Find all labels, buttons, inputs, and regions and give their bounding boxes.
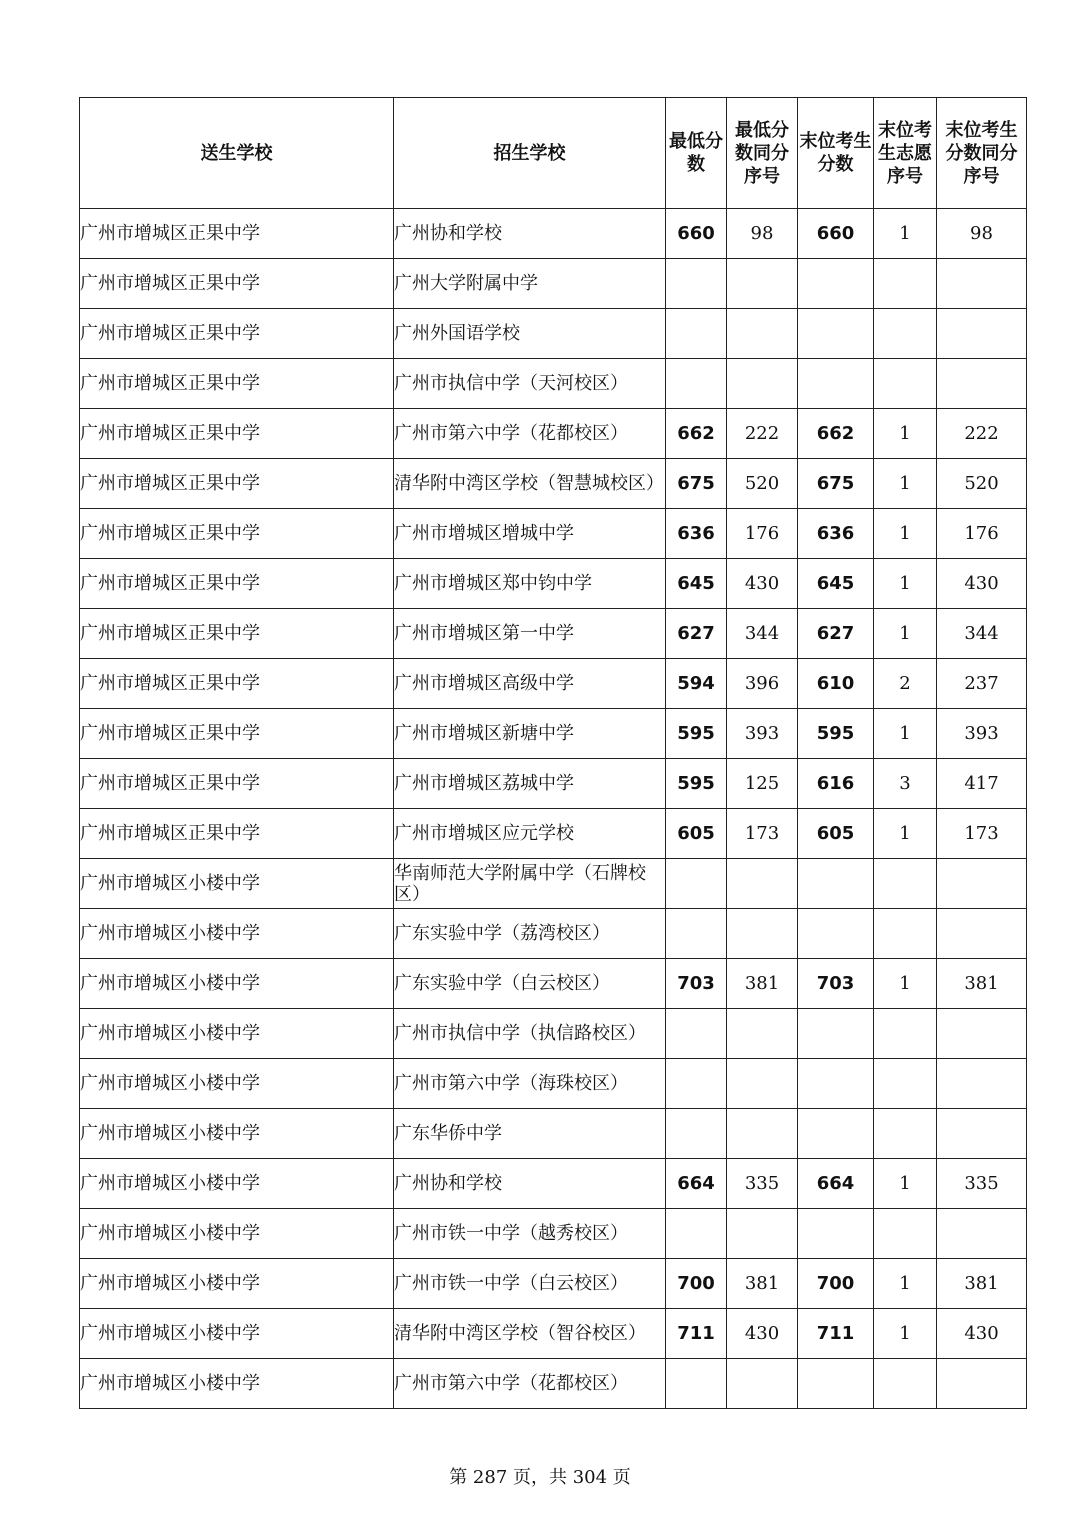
cell-admitting-school: 广州市第六中学（花都校区） [394,1359,666,1409]
cell-last-student-score: 636 [798,509,874,559]
cell-admitting-school: 广州市增城区高级中学 [394,659,666,709]
cell-last-student-choice: 1 [874,509,937,559]
cell-min-score-tie-rank: 344 [727,609,798,659]
cell-min-score-tie-rank: 520 [727,459,798,509]
cell-min-score-tie-rank: 222 [727,409,798,459]
cell-sending-school: 广州市增城区小楼中学 [80,859,394,909]
cell-sending-school: 广州市增城区正果中学 [80,659,394,709]
cell-sending-school: 广州市增城区小楼中学 [80,959,394,1009]
cell-last-student-score: 595 [798,709,874,759]
table-row [80,659,1027,709]
cell-last-student-tie-rank [937,259,1027,309]
table-row [80,459,1027,509]
cell-min-score-tie-rank: 335 [727,1159,798,1209]
admission-score-table [79,97,1027,1409]
cell-last-student-score: 660 [798,209,874,259]
cell-last-student-tie-rank: 430 [937,559,1027,609]
cell-last-student-tie-rank: 381 [937,1259,1027,1309]
cell-admitting-school: 广州外国语学校 [394,309,666,359]
cell-min-score-tie-rank: 393 [727,709,798,759]
cell-last-student-choice [874,259,937,309]
cell-last-student-score: 605 [798,809,874,859]
cell-min-score-tie-rank [727,1109,798,1159]
cell-admitting-school: 华南师范大学附属中学（石牌校区） [394,859,666,909]
cell-min-score: 645 [666,559,727,609]
table-row [80,509,1027,559]
table-row [80,409,1027,459]
cell-min-score-tie-rank: 381 [727,959,798,1009]
cell-min-score-tie-rank: 430 [727,1309,798,1359]
table-row [80,1009,1027,1059]
cell-admitting-school: 广州市执信中学（执信路校区） [394,1009,666,1059]
cell-sending-school: 广州市增城区正果中学 [80,809,394,859]
cell-min-score-tie-rank: 98 [727,209,798,259]
header-admitting-school: 招生学校 [394,98,666,209]
cell-sending-school: 广州市增城区正果中学 [80,459,394,509]
cell-last-student-choice: 2 [874,659,937,709]
cell-last-student-choice: 1 [874,209,937,259]
cell-min-score: 660 [666,209,727,259]
table-row [80,859,1027,909]
cell-admitting-school: 广州市执信中学（天河校区） [394,359,666,409]
table-row [80,609,1027,659]
cell-last-student-tie-rank [937,909,1027,959]
table-row [80,1359,1027,1409]
cell-admitting-school: 广州市增城区增城中学 [394,509,666,559]
cell-min-score: 662 [666,409,727,459]
header-last-student-tie-rank: 末位考生分数同分序号 [937,98,1027,209]
cell-admitting-school: 广州协和学校 [394,209,666,259]
cell-last-student-tie-rank [937,1009,1027,1059]
cell-admitting-school: 广州大学附属中学 [394,259,666,309]
table-row [80,209,1027,259]
cell-admitting-school: 清华附中湾区学校（智谷校区） [394,1309,666,1359]
cell-sending-school: 广州市增城区正果中学 [80,559,394,609]
cell-admitting-school: 广东实验中学（荔湾校区） [394,909,666,959]
cell-min-score-tie-rank: 176 [727,509,798,559]
cell-last-student-score: 711 [798,1309,874,1359]
cell-min-score [666,859,727,909]
table-row [80,1109,1027,1159]
cell-last-student-score [798,1009,874,1059]
cell-last-student-tie-rank [937,859,1027,909]
page-footer: 第 287 页，共 304 页 [449,1467,631,1488]
cell-sending-school: 广州市增城区小楼中学 [80,1109,394,1159]
cell-sending-school: 广州市增城区小楼中学 [80,1259,394,1309]
cell-min-score [666,1359,727,1409]
cell-min-score: 675 [666,459,727,509]
cell-last-student-tie-rank: 98 [937,209,1027,259]
cell-sending-school: 广州市增城区正果中学 [80,259,394,309]
cell-sending-school: 广州市增城区正果中学 [80,509,394,559]
cell-sending-school: 广州市增城区小楼中学 [80,1209,394,1259]
cell-last-student-tie-rank [937,1359,1027,1409]
cell-min-score-tie-rank [727,309,798,359]
cell-sending-school: 广州市增城区正果中学 [80,609,394,659]
cell-last-student-tie-rank: 381 [937,959,1027,1009]
cell-last-student-score: 700 [798,1259,874,1309]
cell-last-student-choice: 1 [874,459,937,509]
cell-min-score [666,259,727,309]
cell-last-student-tie-rank: 237 [937,659,1027,709]
cell-last-student-score: 703 [798,959,874,1009]
cell-min-score: 605 [666,809,727,859]
cell-sending-school: 广州市增城区正果中学 [80,409,394,459]
cell-last-student-score: 664 [798,1159,874,1209]
header-min-score-tie-rank: 最低分数同分序号 [727,98,798,209]
cell-last-student-score: 675 [798,459,874,509]
cell-last-student-choice: 1 [874,1309,937,1359]
cell-min-score-tie-rank: 396 [727,659,798,709]
cell-min-score-tie-rank [727,909,798,959]
header-min-score: 最低分数 [666,98,727,209]
cell-admitting-school: 广东华侨中学 [394,1109,666,1159]
cell-min-score: 703 [666,959,727,1009]
cell-admitting-school: 清华附中湾区学校（智慧城校区） [394,459,666,509]
cell-last-student-choice: 1 [874,809,937,859]
cell-last-student-choice: 1 [874,1259,937,1309]
cell-last-student-choice [874,1009,937,1059]
cell-min-score-tie-rank: 173 [727,809,798,859]
cell-last-student-tie-rank: 520 [937,459,1027,509]
cell-min-score-tie-rank [727,359,798,409]
cell-last-student-tie-rank: 222 [937,409,1027,459]
cell-min-score: 664 [666,1159,727,1209]
cell-sending-school: 广州市增城区小楼中学 [80,1309,394,1359]
cell-min-score [666,1209,727,1259]
cell-last-student-score: 645 [798,559,874,609]
cell-last-student-choice [874,1209,937,1259]
cell-last-student-score [798,1359,874,1409]
cell-last-student-choice: 1 [874,609,937,659]
cell-min-score [666,309,727,359]
cell-last-student-tie-rank [937,309,1027,359]
cell-min-score-tie-rank [727,259,798,309]
cell-min-score [666,909,727,959]
cell-last-student-score [798,1059,874,1109]
cell-sending-school: 广州市增城区正果中学 [80,709,394,759]
cell-admitting-school: 广东实验中学（白云校区） [394,959,666,1009]
cell-min-score [666,359,727,409]
table-row [80,759,1027,809]
cell-last-student-choice [874,1359,937,1409]
cell-last-student-tie-rank: 344 [937,609,1027,659]
header-row [80,98,1027,209]
cell-min-score: 627 [666,609,727,659]
cell-last-student-tie-rank [937,359,1027,409]
cell-min-score: 711 [666,1309,727,1359]
table-row [80,709,1027,759]
cell-admitting-school: 广州市增城区新塘中学 [394,709,666,759]
cell-last-student-choice [874,1059,937,1109]
cell-admitting-school: 广州市铁一中学（白云校区） [394,1259,666,1309]
cell-sending-school: 广州市增城区正果中学 [80,759,394,809]
cell-last-student-choice: 1 [874,1159,937,1209]
cell-admitting-school: 广州市第六中学（海珠校区） [394,1059,666,1109]
cell-min-score-tie-rank [727,1209,798,1259]
table-row [80,1259,1027,1309]
cell-sending-school: 广州市增城区正果中学 [80,359,394,409]
table-row [80,259,1027,309]
table-row [80,309,1027,359]
cell-last-student-score [798,259,874,309]
cell-last-student-choice: 1 [874,709,937,759]
cell-last-student-choice: 1 [874,559,937,609]
cell-last-student-tie-rank: 335 [937,1159,1027,1209]
table-row [80,909,1027,959]
cell-last-student-tie-rank: 393 [937,709,1027,759]
cell-last-student-score [798,859,874,909]
cell-last-student-tie-rank: 417 [937,759,1027,809]
cell-last-student-choice [874,909,937,959]
cell-last-student-tie-rank: 176 [937,509,1027,559]
cell-admitting-school: 广州市增城区第一中学 [394,609,666,659]
cell-min-score-tie-rank: 381 [727,1259,798,1309]
cell-admitting-school: 广州协和学校 [394,1159,666,1209]
cell-min-score: 700 [666,1259,727,1309]
cell-last-student-tie-rank [937,1209,1027,1259]
cell-sending-school: 广州市增城区正果中学 [80,309,394,359]
table-row [80,1059,1027,1109]
cell-sending-school: 广州市增城区小楼中学 [80,1159,394,1209]
table-row [80,959,1027,1009]
cell-last-student-choice [874,359,937,409]
table-row [80,359,1027,409]
cell-last-student-choice: 1 [874,959,937,1009]
cell-admitting-school: 广州市第六中学（花都校区） [394,409,666,459]
cell-min-score-tie-rank [727,1359,798,1409]
cell-last-student-score [798,359,874,409]
cell-last-student-score: 627 [798,609,874,659]
header-sending-school: 送生学校 [80,98,394,209]
cell-admitting-school: 广州市铁一中学（越秀校区） [394,1209,666,1259]
cell-min-score [666,1009,727,1059]
cell-min-score-tie-rank: 125 [727,759,798,809]
cell-admitting-school: 广州市增城区荔城中学 [394,759,666,809]
cell-min-score [666,1059,727,1109]
cell-sending-school: 广州市增城区小楼中学 [80,1359,394,1409]
header-last-student-choice: 末位考生志愿序号 [874,98,937,209]
cell-last-student-score: 610 [798,659,874,709]
cell-min-score: 594 [666,659,727,709]
cell-last-student-choice: 3 [874,759,937,809]
cell-sending-school: 广州市增城区小楼中学 [80,1059,394,1109]
cell-min-score-tie-rank [727,1059,798,1109]
cell-min-score: 595 [666,759,727,809]
cell-admitting-school: 广州市增城区郑中钧中学 [394,559,666,609]
cell-last-student-score [798,909,874,959]
table-row [80,559,1027,609]
table-row [80,1309,1027,1359]
cell-min-score-tie-rank [727,859,798,909]
table-row [80,1159,1027,1209]
cell-last-student-tie-rank: 430 [937,1309,1027,1359]
cell-last-student-tie-rank [937,1109,1027,1159]
cell-last-student-choice: 1 [874,409,937,459]
cell-min-score: 595 [666,709,727,759]
cell-admitting-school: 广州市增城区应元学校 [394,809,666,859]
cell-last-student-choice [874,859,937,909]
cell-last-student-score [798,1109,874,1159]
cell-min-score [666,1109,727,1159]
cell-sending-school: 广州市增城区正果中学 [80,209,394,259]
cell-last-student-score: 616 [798,759,874,809]
header-last-student-score: 末位考生分数 [798,98,874,209]
cell-min-score-tie-rank: 430 [727,559,798,609]
table-row [80,1209,1027,1259]
cell-min-score-tie-rank [727,1009,798,1059]
cell-last-student-score [798,1209,874,1259]
cell-sending-school: 广州市增城区小楼中学 [80,1009,394,1059]
cell-last-student-score [798,309,874,359]
cell-sending-school: 广州市增城区小楼中学 [80,909,394,959]
cell-last-student-tie-rank [937,1059,1027,1109]
cell-last-student-choice [874,309,937,359]
cell-min-score: 636 [666,509,727,559]
cell-last-student-choice [874,1109,937,1159]
table-row [80,809,1027,859]
cell-last-student-tie-rank: 173 [937,809,1027,859]
cell-last-student-score: 662 [798,409,874,459]
